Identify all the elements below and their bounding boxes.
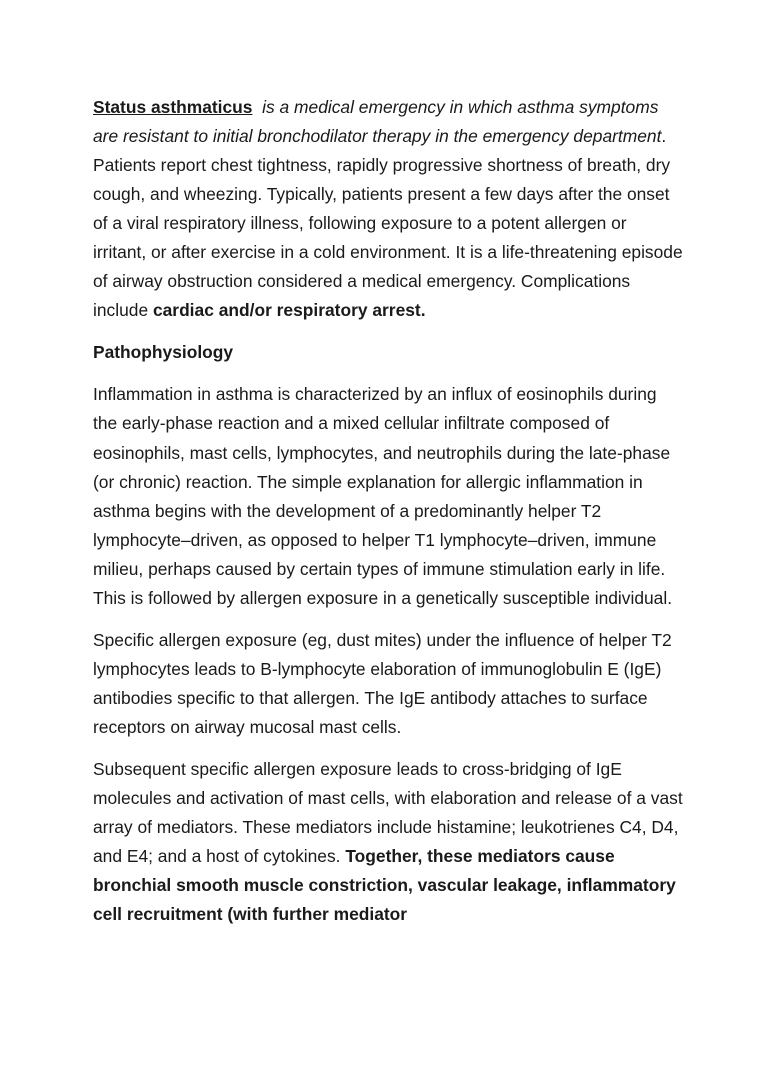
document-page xyxy=(93,93,683,942)
paragraph-3-bold: Together, these mediators cause bronchial smooth muscle constriction, vascular leakage, inflammatory cell recruitment (with further mediator xyxy=(93,846,676,925)
complications-bold: cardiac and/or respiratory arrest. xyxy=(152,300,426,321)
pathophysiology-paragraph-3 xyxy=(93,755,683,929)
paragraph-3-text: Subsequent specific allergen exposure leads to cross-bridging of IgE molecules and activation of mast cells, with elaboration and release of a vast array of mediators. These mediators include histamine; leukotrienes C4, D4, and E4; and a host of cytokines. xyxy=(93,758,683,867)
intro-paragraph xyxy=(93,93,683,325)
definition-italic: is a medical emergency in which asthma symptoms are resistant to initial bronchodilator therapy in the emergency department xyxy=(93,97,662,147)
intro-text: . Patients report chest tightness, rapidly progressive shortness of breath, dry cough, and wheezing. Typically, patients present a few days after the onset of a viral respiratory illness, following exposure to a potent allergen or irritant, or after exercise in a cold environment. It is a life-threatening episode of airway obstruction considered a medical emergency. Complications include xyxy=(93,126,683,321)
pathophysiology-paragraph-2: Specific allergen exposure (eg, dust mites) under the influence of helper T2 lymphocytes leads to B-lymphocyte elaboration of immunoglobulin E (IgE) antibodies specific to that allergen. The IgE antibody attaches to surface receptors on airway mucosal mast cells. xyxy=(93,629,672,737)
pathophysiology-heading: Pathophysiology xyxy=(93,342,234,363)
pathophysiology-paragraph-1: Inflammation in asthma is characterized by an influx of eosinophils during the early-phase reaction and a mixed cellular infiltrate composed of eosinophils, mast cells, lymphocytes, and neutrophils during the late-phase (or chronic) reaction. The simple explanation for allergic inflammation in asthma begins with the development of a predominantly helper T2 lymphocyte–driven, as opposed to helper T1 lymphocyte–driven, immune milieu, perhaps caused by certain types of immune stimulation early in life. This is followed by allergen exposure in a genetically susceptible individual. xyxy=(93,384,673,608)
status-asthmaticus-term: Status asthmaticus xyxy=(93,97,253,117)
